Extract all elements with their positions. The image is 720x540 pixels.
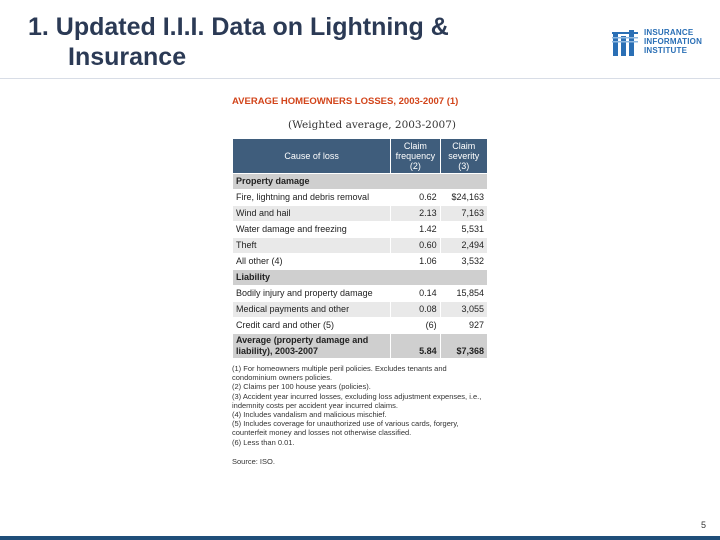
cause-cell: Medical payments and other (233, 302, 390, 317)
losses-table (232, 138, 488, 359)
frequency-cell: 2.13 (391, 206, 439, 221)
table-row (233, 302, 487, 317)
section-row-property-damage: Property damage (233, 174, 487, 189)
footnotes (232, 364, 488, 447)
column-header-severity: Claim severity (3) (441, 139, 487, 173)
figure-subtitle: (Weighted average, 2003-2007) (288, 119, 456, 131)
footnote: (2) Claims per 100 house years (policies). (232, 382, 371, 392)
frequency-cell: 1.06 (391, 254, 439, 269)
severity-cell: 5,531 (441, 222, 487, 237)
footer-bar (0, 536, 720, 540)
section-row-liability: Liability (233, 270, 487, 285)
table-row (233, 238, 487, 253)
average-row (233, 334, 487, 358)
frequency-cell: 0.60 (391, 238, 439, 253)
footnote: (4) Includes vandalism and malicious mischief. (232, 410, 387, 420)
severity-cell: 3,532 (441, 254, 487, 269)
cause-cell: Fire, lightning and debris removal (233, 190, 390, 205)
page-number: 5 (700, 520, 706, 530)
slide-title-line-1: 1. Updated I.I.I. Data on Lightning & (28, 13, 449, 41)
losses-figure (232, 96, 488, 466)
slide-title (28, 12, 548, 72)
severity-cell: 3,055 (441, 302, 487, 317)
cause-cell: Theft (233, 238, 390, 253)
cause-cell: Bodily injury and property damage (233, 286, 390, 301)
source-note: Source: ISO. (232, 456, 275, 466)
frequency-cell: (6) (391, 318, 439, 333)
table-header-row (233, 139, 487, 173)
frequency-cell: 0.62 (391, 190, 439, 205)
table-row (233, 286, 487, 301)
footnote: (1) For homeowners multiple peril policies. Excludes tenants and condominium owners policies. (232, 364, 447, 383)
table-row (233, 206, 487, 221)
footnote: (3) Accident year incurred losses, excluding loss adjustment expenses, i.e., indemnity costs per accident year incurred claims. (232, 391, 482, 410)
slide-title-line-2: Insurance (68, 43, 187, 71)
footnote: (5) Includes coverage for unauthorized use of various cards, forgery, counterfeit money and losses not otherwise classified. (232, 419, 459, 438)
severity-cell: $24,163 (441, 190, 487, 205)
table-row (233, 222, 487, 237)
column-header-cause: Cause of loss (233, 139, 390, 173)
column-header-frequency: Claim frequency (2) (391, 139, 439, 173)
cause-cell: Water damage and freezing (233, 222, 390, 237)
frequency-cell: 0.14 (391, 286, 439, 301)
frequency-cell: 0.08 (391, 302, 439, 317)
severity-cell: 2,494 (441, 238, 487, 253)
table-row (233, 190, 487, 205)
footnote: (6) Less than 0.01. (232, 437, 295, 447)
title-divider (0, 78, 720, 79)
iii-logo-icon (612, 28, 640, 58)
average-label: Average (property damage and liability), 2003-2007 (233, 334, 390, 358)
severity-cell: 927 (441, 318, 487, 333)
table-row (233, 254, 487, 269)
average-severity: $7,368 (441, 334, 487, 358)
severity-cell: 7,163 (441, 206, 487, 221)
severity-cell: 15,854 (441, 286, 487, 301)
iii-logo (612, 26, 712, 62)
table-row (233, 318, 487, 333)
figure-title: AVERAGE HOMEOWNERS LOSSES, 2003-2007 (1) (232, 96, 459, 107)
iii-logo-text: INSURANCE INFORMATION INSTITUTE (644, 28, 703, 55)
cause-cell: Wind and hail (233, 206, 390, 221)
cause-cell: All other (4) (233, 254, 390, 269)
cause-cell: Credit card and other (5) (233, 318, 390, 333)
average-frequency: 5.84 (391, 334, 439, 358)
frequency-cell: 1.42 (391, 222, 439, 237)
